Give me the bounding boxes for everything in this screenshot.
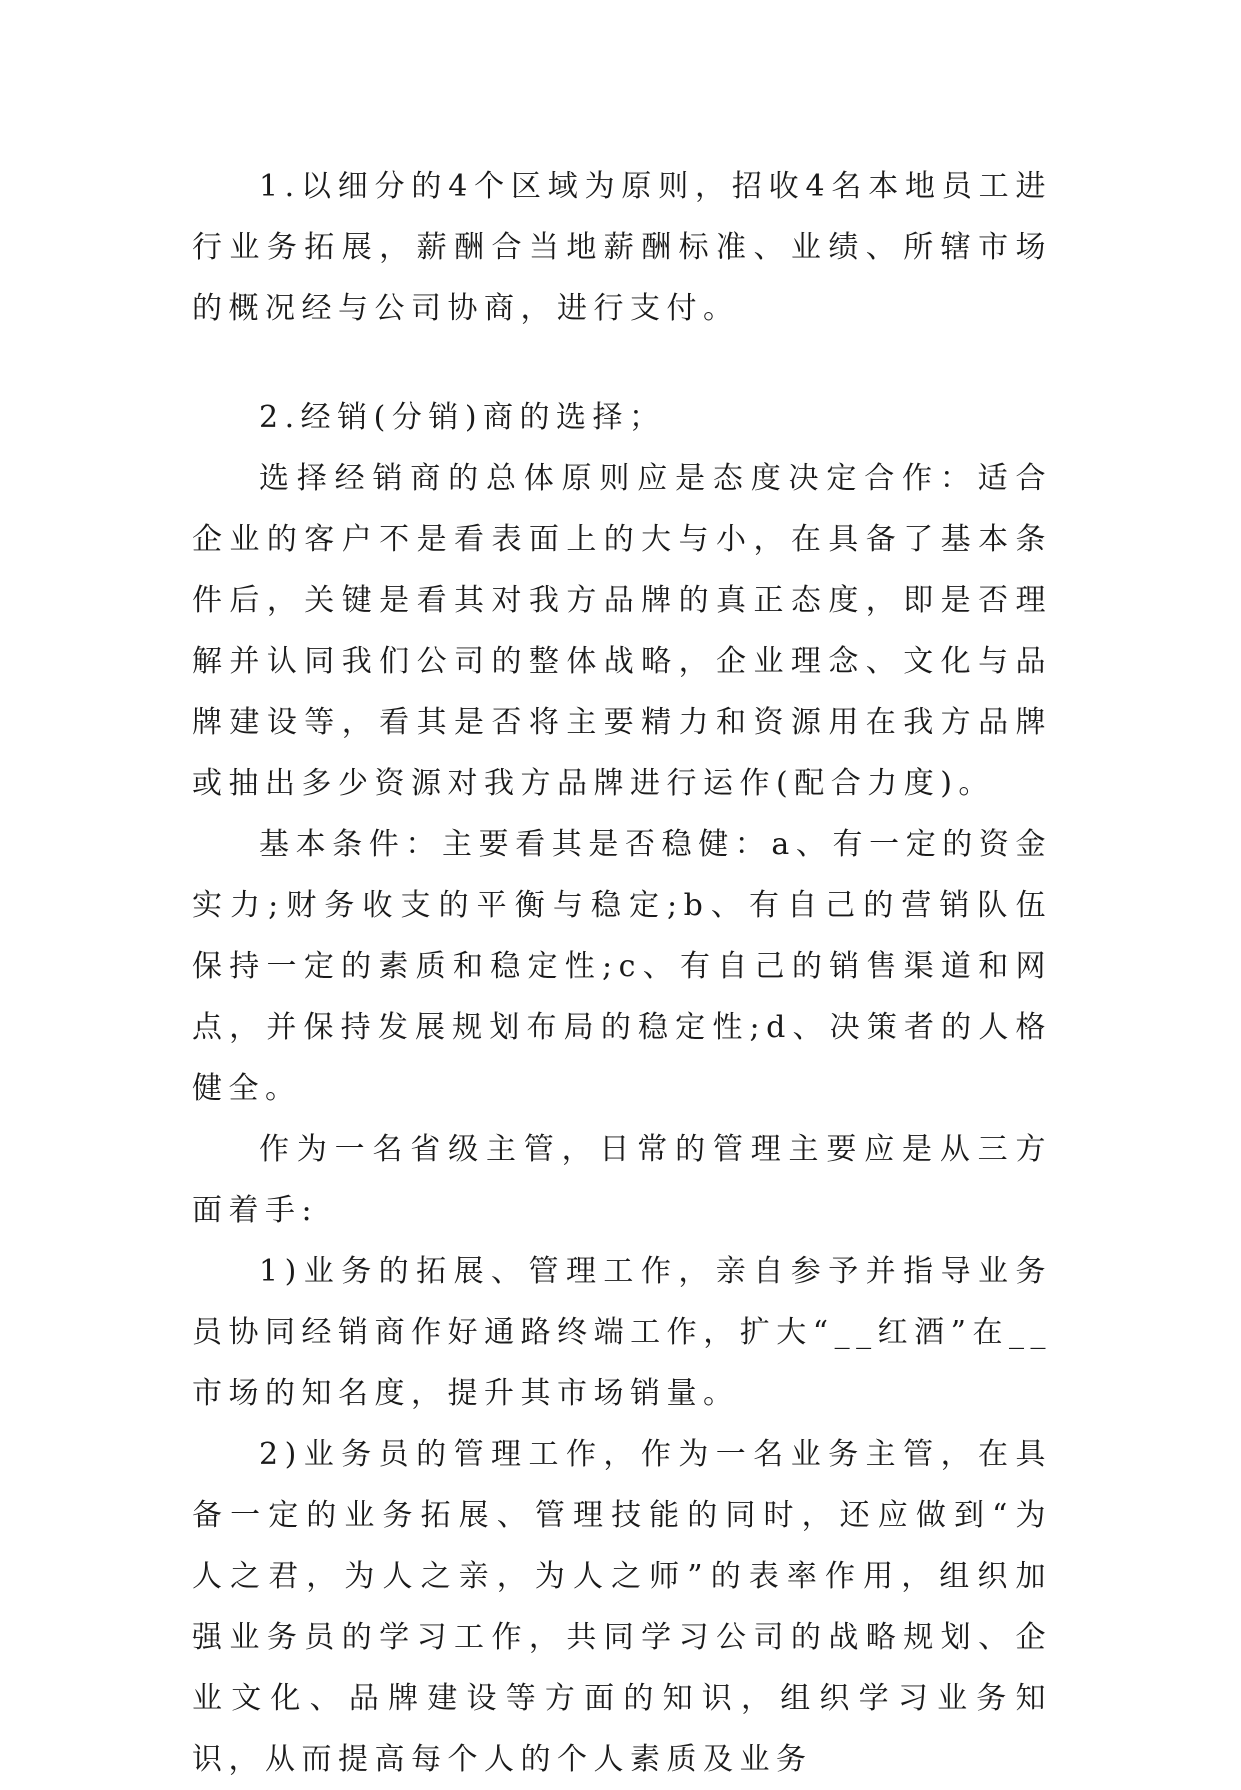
- paragraph-regional-staffing: 1.以细分的4个区域为原则，招收4名本地员工进行业务拓展，薪酬合当地薪酬标准、业绩、所辖市场的概况经与公司协商，进行支付。: [192, 169, 1052, 326]
- paragraph-management-intro: 作为一名省级主管，日常的管理主要应是从三方面着手:: [192, 1132, 1052, 1228]
- paragraph-dealer-selection-heading: 2.经销(分销)商的选择；: [259, 400, 666, 435]
- text-block-top: [192, 156, 1052, 339]
- paragraph-business-expansion: 1)业务的拓展、管理工作，亲自参予并指导业务员协同经销商作好通路终端工作，扩大“__红酒”在__市场的知名度，提升其市场销量。: [192, 1254, 1052, 1411]
- paragraph-basic-conditions: 基本条件：主要看其是否稳健：a、有一定的资金实力;财务收支的平衡与稳定;b、有自己的营销队伍保持一定的素质和稳定性;c、有自己的销售渠道和网点，并保持发展规划布局的稳定性;d、决策者的人格健全。: [192, 827, 1052, 1106]
- paragraph-dealer-selection-principle: 选择经销商的总体原则应是态度决定合作：适合企业的客户不是看表面上的大与小，在具备了基本条件后，关键是看其对我方品牌的真正态度，即是否理解并认同我们公司的整体战略，企业理念、文化与品牌建设等，看其是否将主要精力和资源用在我方品牌或抽出多少资源对我方品牌进行运作(配合力度)。: [192, 461, 1052, 801]
- paragraph-staff-management: 2)业务员的管理工作，作为一名业务主管，在具备一定的业务拓展、管理技能的同时，还应做到“为人之君，为人之亲，为人之师”的表率作用，组织加强业务员的学习工作，共同学习公司的战略规划、企业文化、品牌建设等方面的知识，组织学习业务知识，从而提高每个人的个人素质及业务: [192, 1437, 1052, 1777]
- text-block-main: [192, 387, 1052, 1790]
